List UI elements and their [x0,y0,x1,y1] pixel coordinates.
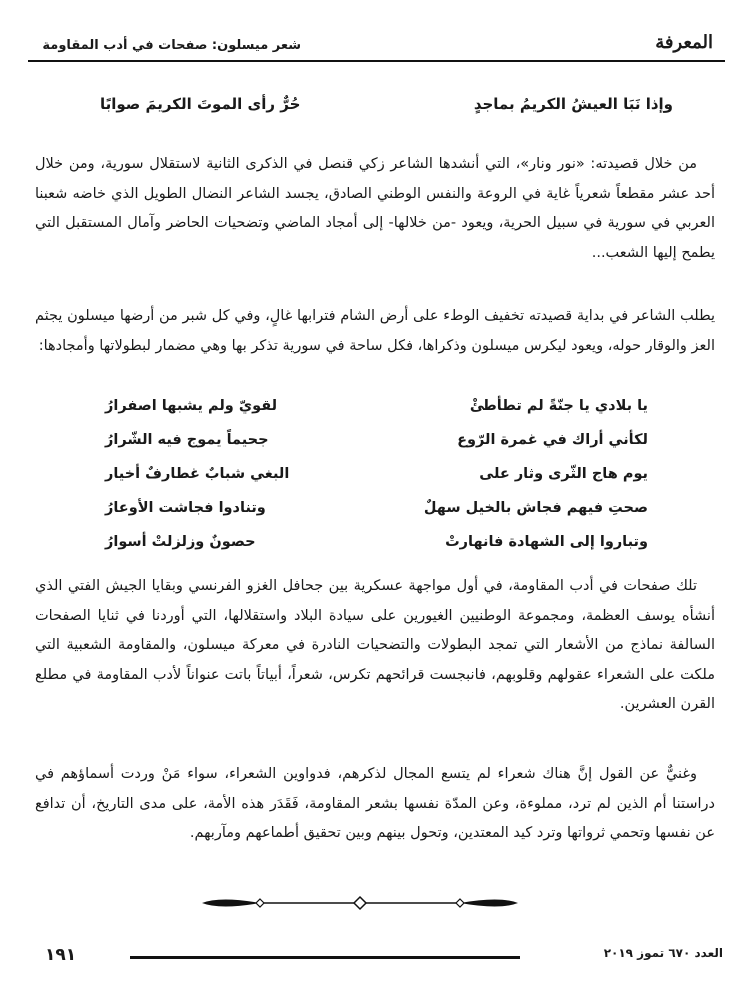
paragraph-4: وغنيٌّ عن القول إنَّ هناك شعراء لم يتسع المجال لذكرهم، فدواوين الشعراء، سواء مَنْ وردت أسماؤهم في دراستنا أم الذين لم ترد، مملوءة، وعن المدّة نفسها بشعر المقاومة، فَقَدَر هذه الأمة، على مدى التاريخ، أن تدافع عن نفسها وتحمي ثرواتها وترد كيد المعتدين، وتحول بينهم وبين تحقيق أطماعهم ومآربهم. [35,766,715,841]
ornament-divider-icon [200,893,520,913]
poem-second-hemistich: لقويّ ولم يشبها اصفرارُ [105,398,278,414]
top-verse-second-hemistich: حُرٌّ رأى الموتَ الكريمَ صوابًا [100,95,301,113]
footer-rule [130,956,520,959]
poem-first-hemistich: صحتِ فيهم فجاش بالخيل سهلٌ [423,500,648,516]
paragraph-3: تلك صفحات في أدب المقاومة، في أول مواجهة عسكرية بين جحافل الغزو الفرنسي وبقايا الجيش الفتي الذي أنشأه يوسف العظمة، ومجموعة الوطنيين الغيورين على سيادة البلاد واستقلالها، التي أوردنا في ثنايا الصفحات السالفة نماذج من الأشعار التي تمجد البطولات والتضحيات النادرة في معركة ميسلون، والمقاومة الشعبية التي ملكت على الشعراء عقولهم وقلوبهم، فانبجست قرائحهم تكرس، شعراً، أبياتاً باتت عنواناً لأدب المقاومة في مطلع القرن العشرين. [35,578,715,712]
paragraph-2: يطلب الشاعر في بداية قصيدته تخفيف الوطء على أرض الشام فترابها غالٍ، وفي كل شبر من أرضها ميسلون يجثم العز والوقار حوله، ويعود ليكرس ميسلون وذكراها، فكل ساحة في سورية تذكر بها وهي مضمار لبطولاتها وأمجادها: [35,308,715,354]
page-number: ١٩١ [45,945,77,965]
issue-label: العدد ٦٧٠ تموز ٢٠١٩ [603,946,723,960]
poem-verse [0,426,753,460]
poem-first-hemistich: لكأني أراك في غمرة الرّوع [457,432,648,448]
header-rule [28,60,725,62]
poem-verse [0,392,753,426]
paragraph-1: من خلال قصيدته: «نور ونار»، التي أنشدها الشاعر زكي قنصل في الذكرى الثانية لاستقلال سورية، ومن خلال أحد عشر مقطعاً شعرياً غاية في الروعة والنفس الوطني الصادق، يجسد الشاعر النضال الطويل الذي خاضه شعبنا العربي في سورية في سبيل الحرية، ويعود -من خلالها- إلى أمجاد الماضي وتضحيات الحاضر وآمال المستقبل التي يطمح إليها الشعب... [35,156,715,261]
poem-first-hemistich: يوم هاج الثّرى وثار على [479,466,648,482]
poem-second-hemistich: جحيماً يموج فيه الشّرارُ [105,432,269,448]
poem-first-hemistich: وتباروا إلى الشهادة فانهارتْ [445,534,648,550]
poem-verse [0,494,753,528]
magazine-logo: المعرفة [655,32,713,53]
poem-block [0,392,753,562]
poem-second-hemistich: البغي شبابٌ غطارفٌ أخيار [105,466,290,482]
poem-second-hemistich: وتنادوا فجاشت الأوعارُ [105,500,266,516]
top-verse-first-hemistich: وإذا نَبَا العيشُ الكريمُ بماجدٍ [473,95,673,113]
poem-verse [0,460,753,494]
running-header-title: شعر ميسلون: صفحات في أدب المقاومة [42,38,301,53]
poem-first-hemistich: يا بلادي يا جنّةً لم تطأطئْ [469,398,648,414]
poem-verse [0,528,753,562]
poem-second-hemistich: حصونٌ وزلزلتْ أسوارُ [105,534,256,550]
